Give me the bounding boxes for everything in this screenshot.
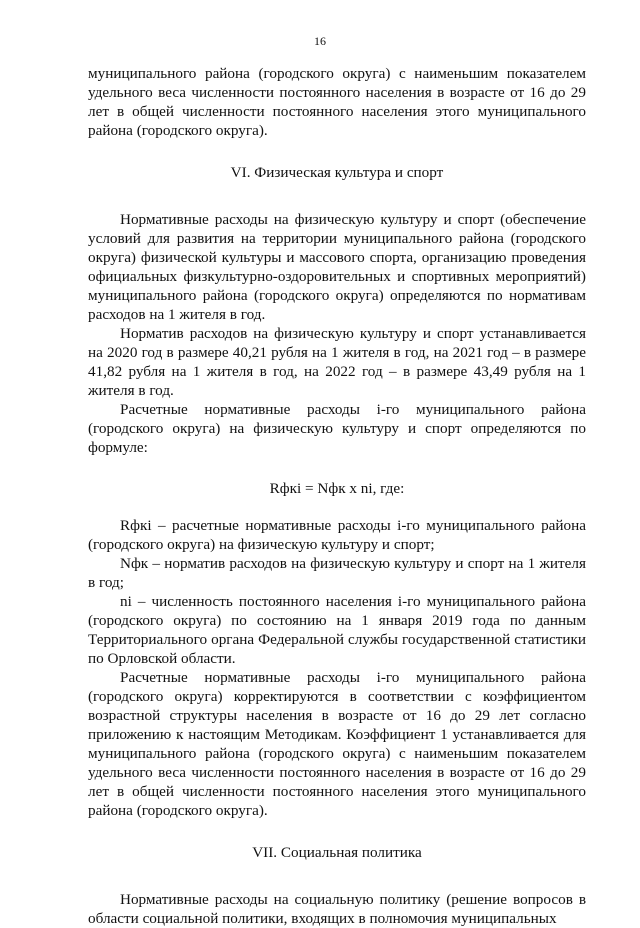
definition-nfk: Nфк – норматив расходов на физическую культуру и спорт на 1 жителя в год; [88, 555, 586, 591]
section-6-heading: VI. Физическая культура и спорт [230, 164, 444, 181]
section-6-paragraph-2: Норматив расходов на физическую культуру и спорт устанавливается на 2020 год в размере 40,21 рубля на 1 жителя в год, на 2021 год – в размере 41,82 рубля на 1 жителя в год, на 2022 год – в размере 43,49 рубля на 1 жителя в год. [88, 325, 586, 399]
page-content [88, 64, 586, 928]
correction-paragraph: Расчетные нормативные расходы i-го муниципального района (городского округа) корректируются в соответствии с коэффициентом возрастной структуры населения в возрасте от 16 до 29 лет согласно приложению к настоящим Методикам. Коэффициент 1 устанавливается для муниципального района (городского округа) с наименьшим показателем удельного веса численности постоянного населения в возрасте от 16 до 29 лет в общей численности постоянного населения этого муниципального района (городского округа). [88, 669, 586, 819]
page-number: 16 [314, 34, 326, 48]
formula: Rфкi = Nфк x ni, где: [269, 480, 405, 497]
section-7-heading: VII. Социальная политика [252, 844, 422, 861]
section-7-paragraph-1: Нормативные расходы на социальную политику (решение вопросов в области социальной политики, входящих в полномочия муниципальных [88, 891, 586, 927]
section-6-paragraph-1: Нормативные расходы на физическую культуру и спорт (обеспечение условий для развития на территории муниципального района (городского округа) физической культуры и массового спорта, организацию проведения официальных физкультурно-оздоровительных и спортивных мероприятий) муниципального района (городского округа) определяются по нормативам расходов на 1 жителя в год. [88, 211, 586, 323]
definition-ni: ni – численность постоянного населения i-го муниципального района (городского округа) по состоянию на 1 января 2019 года по данным Территориального органа Федеральной службы государственной статистики по Орловской области. [88, 593, 586, 667]
intro-paragraph: муниципального района (городского округа) с наименьшим показателем удельного веса численности постоянного населения в возрасте от 16 до 29 лет в общей численности постоянного населения этого муниципального района (городского округа). [88, 65, 586, 139]
section-6-paragraph-3: Расчетные нормативные расходы i-го муниципального района (городского округа) на физическую культуру и спорт определяются по формуле: [88, 401, 586, 456]
definition-rfk: Rфкi – расчетные нормативные расходы i-го муниципального района (городского округа) на физическую культуру и спорт; [88, 517, 586, 553]
